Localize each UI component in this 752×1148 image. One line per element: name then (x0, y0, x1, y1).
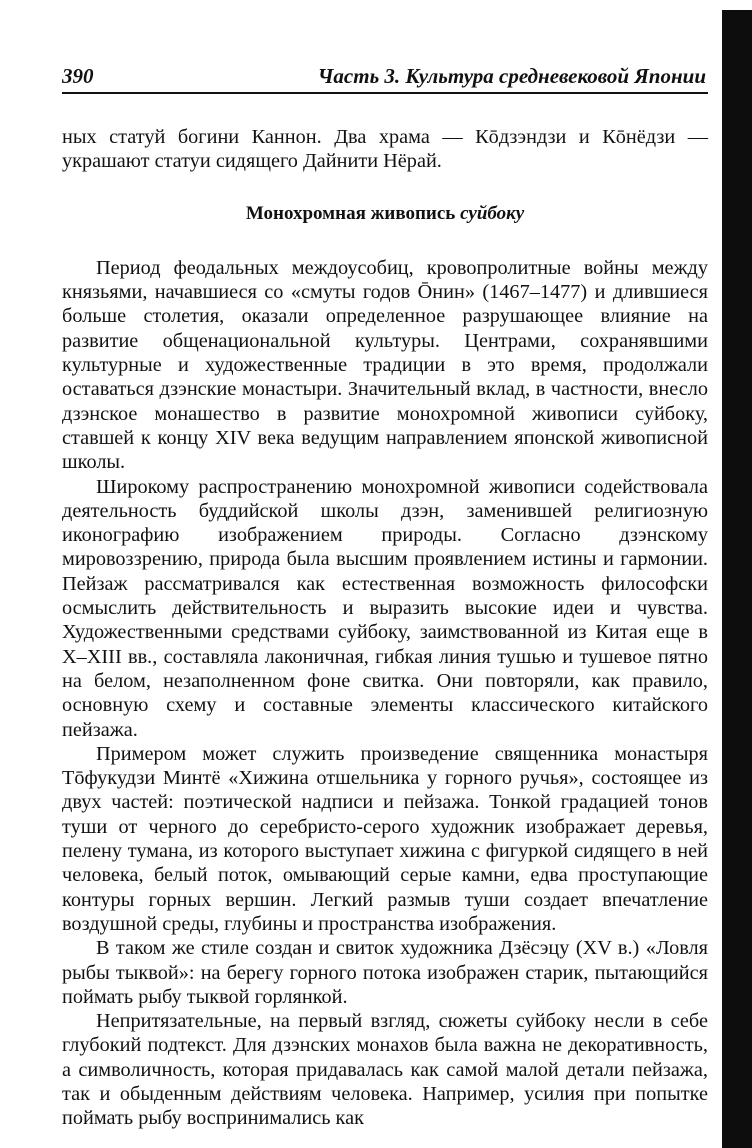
paragraph-continued: ных статуй богини Каннон. Два храма — Кōдзэндзи и Кōнёдзи — украшают статуи сидящего Дайнити Нёрай. (62, 126, 708, 173)
page-number: 390 (62, 64, 94, 88)
binding-edge-shadow (722, 10, 752, 1148)
paragraph: Непритязательные, на первый взгляд, сюжеты суйбоку несли в себе глубокий подтекст. Для дзэнских монахов была важна не декоративность, а символичность, которая придавалась как самой малой детали пейзажа, так и обыденным действиям человека. Например, усилия при попытке поймать рыбу воспринимались как (62, 1010, 708, 1130)
paragraph: Примером может служить произведение священника монастыря Тōфукудзи Минтё «Хижина отшельника у горного ручья», состоящее из двух частей: поэтической надписи и пейзажа. Тонкой градацией тонов туши от черного до серебристо-серого художник изображает деревья, пелену тумана, из которого выступает хижина с фигуркой сидящего в ней человека, белый поток, омывающий серые камни, едва проступающие контуры горных вершин. Легкий размыв туши создает впечатление воздушной среды, глубины и пространства изображения. (62, 742, 708, 935)
page-body (62, 125, 708, 1131)
paragraph: В таком же стиле создан и свиток художника Дзёсэцу (XV в.) «Ловля рыбы тыквой»: на берегу горного потока изображен старик, пытающийся поймать рыбу тыквой горлянкой. (62, 937, 708, 1008)
paragraph: Широкому распространению монохромной живописи содействовала деятельность буддийской школы дзэн, заменившей религиозную иконографию изображением природы. Согласно дзэнскому мировоззрению, природа была высшим проявлением истины и гармонии. Пейзаж рассматривался как естественная возможность философски осмыслить действительность и выразить высокие идеи и чувства. Художественными средствами суйбоку, заимствованной из Китая еще в X–XIII вв., составляла лаконичная, гибкая линия тушью и тушевое пятно на белом, незаполненном фоне свитка. Они повторяли, как правило, основную схему и составные элементы классического китайского пейзажа. (62, 475, 708, 741)
section-heading (62, 202, 708, 226)
section-heading-italic: суйбоку (460, 202, 525, 224)
section-heading-text: Монохромная живопись (245, 202, 456, 224)
page-header (62, 62, 708, 94)
paragraph: Период феодальных междоусобиц, кровопролитные войны между князьями, начавшиеся со «смуты годов Ōнин» (1467–1477) и длившиеся больше столетия, оказали определенное разрушающее влияние на развитие общенациональной культуры. Центрами, сохранявшими культурные и художественные традиции в это время, продолжали оставаться дзэнские монастыри. Значительный вклад, в частности, внесло дзэнское монашество в развитие монохромной живописи суйбоку, ставшей к концу XIV века ведущим направлением японской живописной школы. (62, 256, 708, 474)
running-title: Часть 3. Культура средневековой Японии (317, 64, 706, 88)
